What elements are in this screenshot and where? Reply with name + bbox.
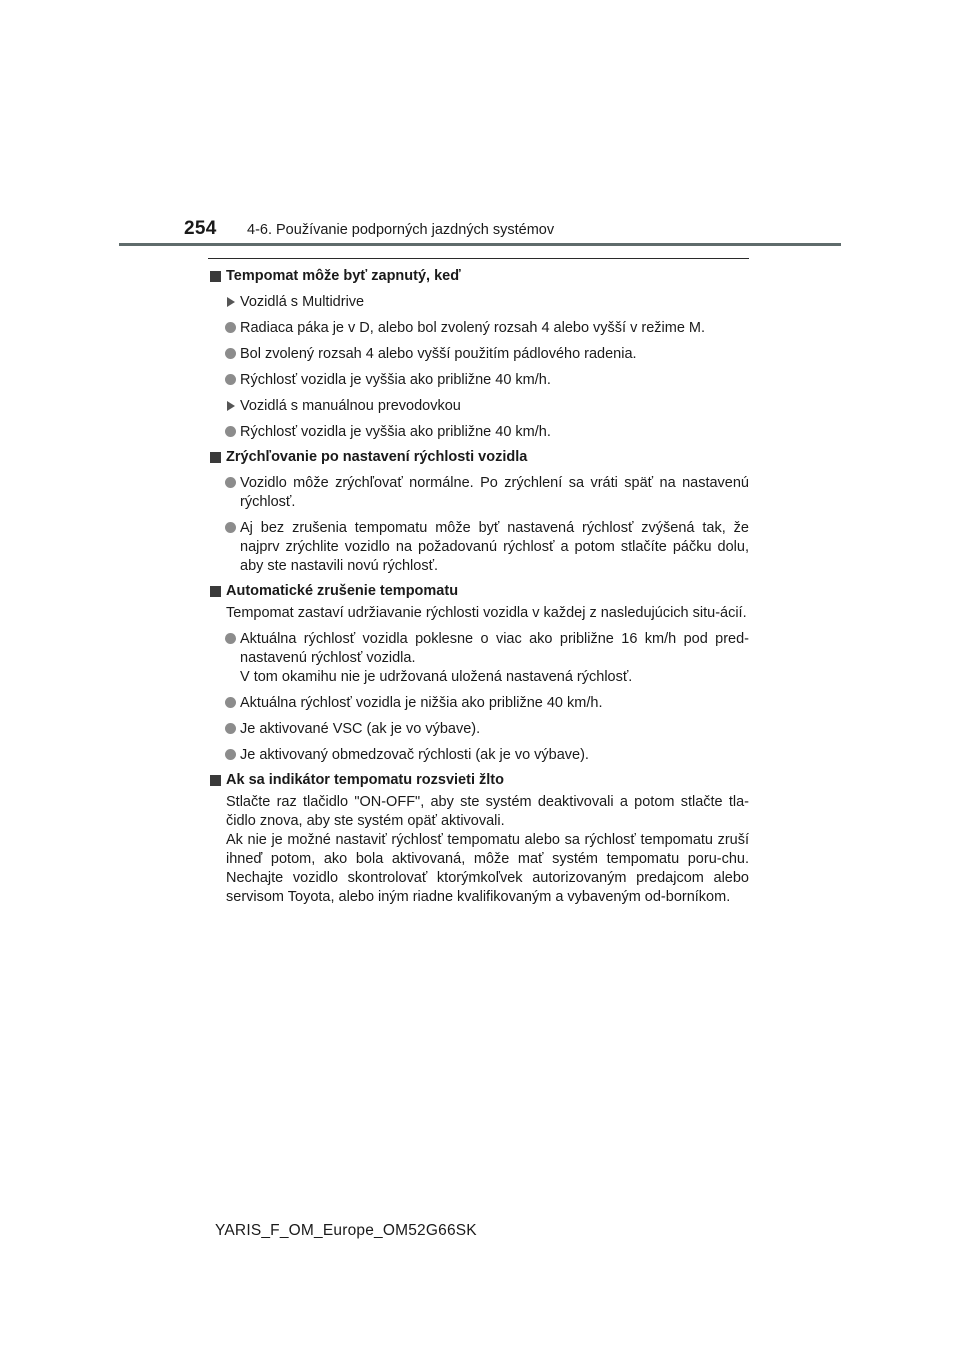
- section-heading: [208, 267, 749, 286]
- content: [208, 267, 749, 907]
- list-item-text: Radiaca páka je v D, alebo bol zvolený rozsah 4 alebo vyšší v režime M.: [240, 320, 706, 336]
- list-item-text: Vozidlo môže zrýchľovať normálne. Po zrýchlení sa vráti späť na nastavenú rýchlosť.: [240, 475, 749, 510]
- circle-bullet-icon: [225, 322, 236, 333]
- sub-heading-text: Vozidlá s Multidrive: [240, 294, 365, 310]
- list-item: [208, 720, 749, 739]
- paragraph-text: Stlačte raz tlačidlo "ON-OFF", aby ste systém deaktivovali a potom stlačte tla-čidlo znova, aby ste systém opäť aktivovali.: [226, 794, 749, 829]
- list-item-text: Aktuálna rýchlosť vozidla je nižšia ako približne 40 km/h.: [240, 695, 603, 711]
- circle-bullet-icon: [225, 723, 236, 734]
- sub-heading: [208, 397, 749, 416]
- list-item: [208, 474, 749, 512]
- paragraph: [208, 793, 749, 907]
- content-top-rule: [208, 258, 749, 259]
- section-title: 4-6. Používanie podporných jazdných systémov: [247, 222, 555, 238]
- triangle-bullet-icon: [227, 401, 235, 411]
- circle-bullet-icon: [225, 522, 236, 533]
- list-item-text: Rýchlosť vozidla je vyššia ako približne 40 km/h.: [240, 372, 551, 388]
- sub-heading: [208, 293, 749, 312]
- list-item-note: V tom okamihu nie je udržovaná uložená nastavená rýchlosť.: [240, 669, 633, 685]
- square-bullet-icon: [210, 586, 221, 597]
- triangle-bullet-icon: [227, 297, 235, 307]
- list-item: [208, 746, 749, 765]
- section-heading: [208, 448, 749, 467]
- list-item-text: Bol zvolený rozsah 4 alebo vyšší použitím pádlového radenia.: [240, 346, 637, 362]
- circle-bullet-icon: [225, 374, 236, 385]
- list-item: [208, 371, 749, 390]
- section-heading: [208, 771, 749, 790]
- list-item: [208, 423, 749, 442]
- header-rule: [119, 243, 841, 246]
- list-item: [208, 519, 749, 576]
- heading-text: Zrýchľovanie po nastavení rýchlosti vozidla: [226, 449, 528, 465]
- list-item-text: Aktuálna rýchlosť vozidla poklesne o viac ako približne 16 km/h pod pred-nastavenú rýchlosť vozidla.: [240, 631, 749, 666]
- document-code: YARIS_F_OM_Europe_OM52G66SK: [215, 1222, 477, 1239]
- circle-bullet-icon: [225, 633, 236, 644]
- circle-bullet-icon: [225, 477, 236, 488]
- list-item: [208, 319, 749, 338]
- list-item-text: Rýchlosť vozidla je vyššia ako približne 40 km/h.: [240, 424, 551, 440]
- heading-text: Automatické zrušenie tempomatu: [226, 583, 459, 599]
- paragraph: Tempomat zastaví udržiavanie rýchlosti vozidla v každej z nasledujúcich situ-ácií.: [226, 605, 747, 621]
- heading-text: Tempomat môže byť zapnutý, keď: [226, 268, 461, 284]
- list-item-text: Je aktivovaný obmedzovač rýchlosti (ak je vo výbave).: [240, 747, 589, 763]
- circle-bullet-icon: [225, 348, 236, 359]
- circle-bullet-icon: [225, 426, 236, 437]
- list-item-text: Aj bez zrušenia tempomatu môže byť nastavená rýchlosť zvýšená tak, že najprv zrýchlite vozidlo na požadovanú rýchlosť a potom stlačíte páčku dolu, aby ste nastavili novú rýchlosť.: [240, 520, 749, 574]
- sub-heading-text: Vozidlá s manuálnou prevodovkou: [240, 398, 461, 414]
- page-number: 254: [184, 218, 217, 239]
- heading-text: Ak sa indikátor tempomatu rozsvieti žlto: [226, 772, 504, 788]
- square-bullet-icon: [210, 271, 221, 282]
- list-item-text: Je aktivované VSC (ak je vo výbave).: [240, 721, 481, 737]
- square-bullet-icon: [210, 775, 221, 786]
- circle-bullet-icon: [225, 697, 236, 708]
- square-bullet-icon: [210, 452, 221, 463]
- circle-bullet-icon: [225, 749, 236, 760]
- list-item: [208, 345, 749, 364]
- list-item: [208, 630, 749, 687]
- section-heading: [208, 582, 749, 601]
- list-item: [208, 694, 749, 713]
- paragraph-text: Ak nie je možné nastaviť rýchlosť tempomatu alebo sa rýchlosť tempomatu zruší ihneď potom, ako bola aktivovaná, môže mať systém tempomatu poru-chu. Nechajte vozidlo skontrolovať ktorýmkoľvek autorizovaným predajcom alebo servisom Toyota, alebo iným riadne kvalifikovaným a vybaveným od-borníkom.: [226, 832, 749, 905]
